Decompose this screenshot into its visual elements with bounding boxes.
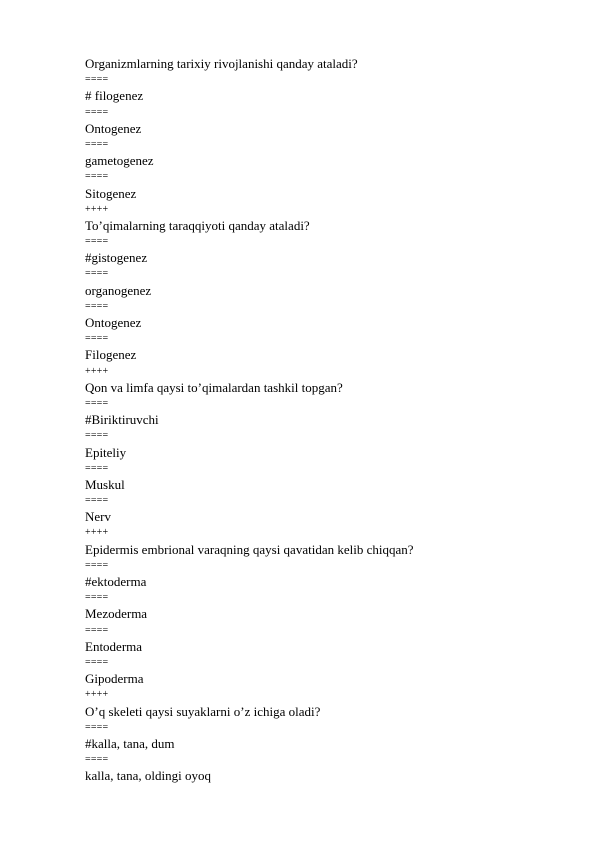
text-line: Epidermis embrional varaqning qaysi qavatidan kelib chiqqan? bbox=[85, 541, 414, 557]
text-line: #Biriktiruvchi bbox=[85, 412, 159, 428]
text-line: O’q skeleti qaysi suyaklarni o’z ichiga oladi? bbox=[85, 703, 321, 719]
separator-line: ==== bbox=[85, 74, 109, 86]
separator-line: ==== bbox=[85, 624, 109, 636]
separator-line: ==== bbox=[85, 333, 109, 345]
separator-line: ==== bbox=[85, 754, 109, 766]
text-line: Filogenez bbox=[85, 347, 137, 363]
separator-line: ==== bbox=[85, 656, 109, 668]
text-line: Nerv bbox=[85, 509, 111, 525]
separator-line: ==== bbox=[85, 138, 109, 150]
separator-line: ==== bbox=[85, 462, 109, 474]
separator-line: ==== bbox=[85, 300, 109, 312]
text-line: To’qimalarning taraqqiyoti qanday ataladi? bbox=[85, 217, 310, 233]
text-line: kalla, tana, oldingi oyoq bbox=[85, 768, 212, 784]
separator-line: ==== bbox=[85, 495, 109, 507]
separator-line: ==== bbox=[85, 430, 109, 442]
separator-line: ==== bbox=[85, 106, 109, 118]
text-line: organogenez bbox=[85, 282, 152, 298]
separator-line: ==== bbox=[85, 268, 109, 280]
text-line: Entoderma bbox=[85, 638, 143, 654]
separator-line: ==== bbox=[85, 236, 109, 248]
text-line: Epiteliy bbox=[85, 444, 127, 460]
text-line: gametogenez bbox=[85, 153, 154, 169]
separator-line: ++++ bbox=[85, 203, 109, 215]
text-line: #gistogenez bbox=[85, 250, 148, 266]
text-line: Sitogenez bbox=[85, 185, 137, 201]
text-line: Mezoderma bbox=[85, 606, 148, 622]
text-line: Muskul bbox=[85, 476, 125, 492]
text-line: Gipoderma bbox=[85, 671, 144, 687]
separator-line: ==== bbox=[85, 171, 109, 183]
text-line: # filogenez bbox=[85, 88, 144, 104]
separator-line: ==== bbox=[85, 721, 109, 733]
separator-line: ++++ bbox=[85, 365, 109, 377]
text-line: Ontogenez bbox=[85, 315, 142, 330]
separator-line: ==== bbox=[85, 397, 109, 409]
document-page bbox=[85, 56, 565, 784]
separator-line: ++++ bbox=[85, 689, 109, 701]
separator-line: ==== bbox=[85, 592, 109, 604]
separator-line: ++++ bbox=[85, 527, 109, 539]
separator-line: ==== bbox=[85, 559, 109, 571]
text-line: #kalla, tana, dum bbox=[85, 735, 175, 751]
text-line: Ontogenez bbox=[85, 120, 142, 136]
text-line: #ektoderma bbox=[85, 574, 147, 589]
text-line: Organizmlarning tarixiy rivojlanishi qanday ataladi? bbox=[85, 56, 358, 71]
text-line: Qon va limfa qaysi to’qimalardan tashkil topgan? bbox=[85, 379, 343, 395]
